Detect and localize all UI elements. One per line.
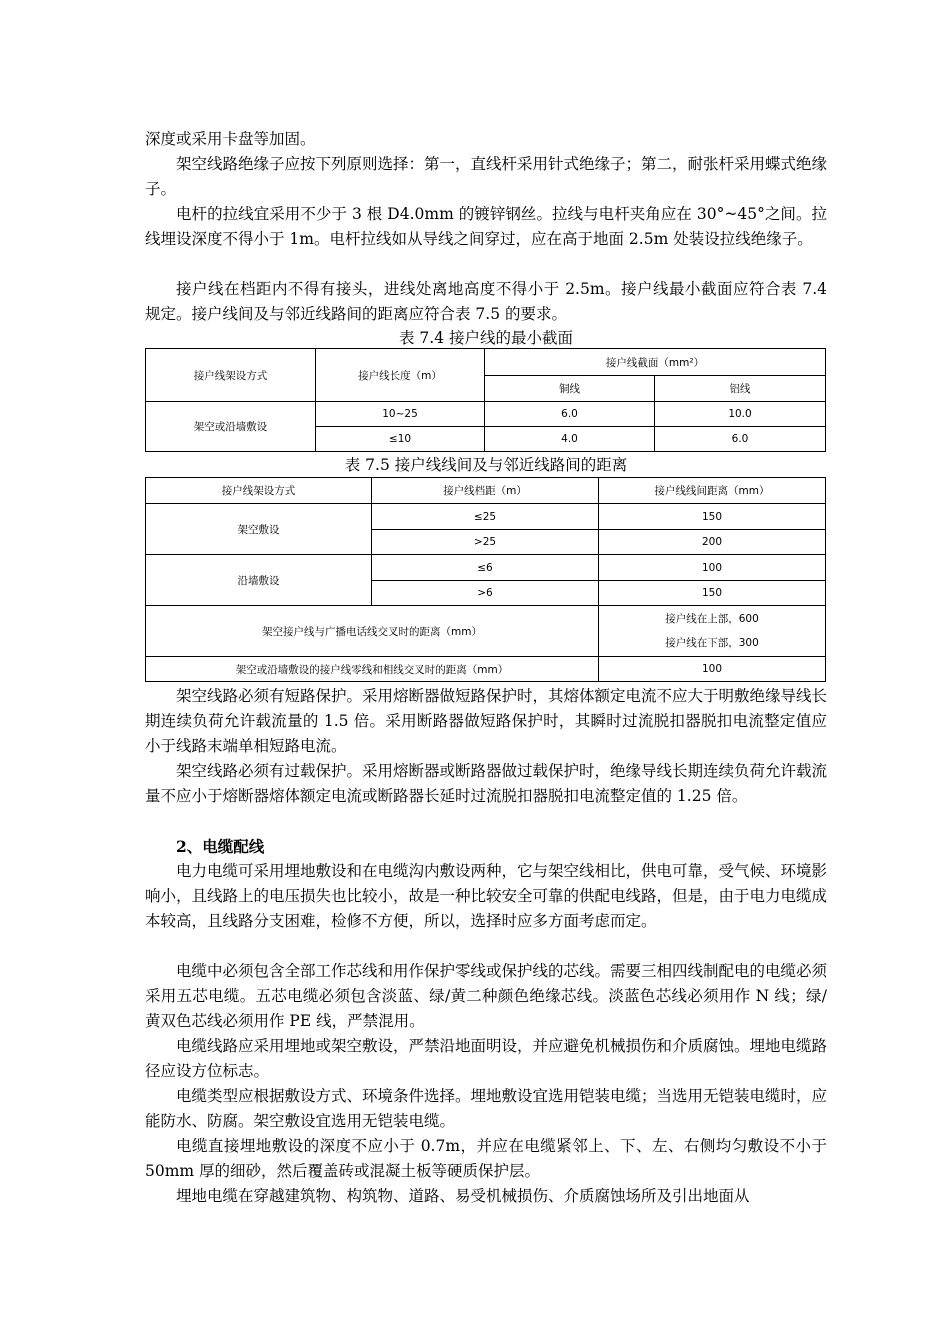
section-heading-cable: 2、电缆配线: [176, 837, 265, 856]
cell-length: ≤10: [316, 427, 485, 452]
neutral-value: 100: [599, 657, 826, 682]
table-7-4-caption: 表 7.4 接户线的最小截面: [398, 329, 573, 347]
header-copper: 铜线: [485, 376, 655, 402]
header-method: 接户线架设方式: [146, 349, 316, 402]
paragraph-insulators: 架空线路绝缘子应按下列原则选择：第一，直线杆采用针式绝缘子；第二，耐张杆采用蝶式绝缘子。: [145, 155, 828, 198]
cell-distance: 100: [599, 555, 826, 581]
cell-aluminum: 10.0: [655, 402, 826, 427]
cell-distance: 150: [599, 504, 826, 530]
group-wall-method: 沿墙敷设: [146, 555, 372, 606]
header-section: 接户线截面（mm²）: [485, 349, 826, 376]
paragraph-short-circuit: 架空线路必须有短路保护。采用熔断器做短路保护时，其熔体额定电流不应大于明敷绝缘导线长期连续负荷允许载流量的 1.5 倍。采用断路器做短路保护时，其瞬时过流脱扣器脱扣电流整定值应小于线路末端单相短路电流。: [145, 687, 828, 755]
group-overhead-method: 架空敷设: [146, 504, 372, 555]
header-method: 接户线架设方式: [146, 478, 372, 504]
cell-span: ≤25: [372, 504, 599, 530]
cell-copper: 4.0: [485, 427, 655, 452]
paragraph-cable-type: 电缆类型应根据敷设方式、环境条件选择。埋地敷设宜选用铠装电缆；当选用无铠装电缆时，应能防水、防腐。架空敷设宜选用无铠装电缆。: [145, 1087, 828, 1130]
row-method: 架空或沿墙敷设: [146, 402, 316, 452]
paragraph-service-line: 接户线在档距内不得有接头，进线处离地高度不得小于 2.5m。接户线最小截面应符合表 7.4 规定。接户线间及与邻近线路间的距离应符合表 7.5 的要求。: [145, 280, 827, 323]
cell-length: 10~25: [316, 402, 485, 427]
cell-distance: 200: [599, 530, 826, 555]
table-7-5: [145, 477, 826, 682]
paragraph-burial-depth: 电缆直接埋地敷设的深度不应小于 0.7m，并应在电缆紧邻上、下、左、右侧均匀敷设不小于 50mm 厚的细砂，然后覆盖砖或混凝土板等硬质保护层。: [145, 1137, 827, 1180]
table-7-4: [145, 348, 826, 452]
cell-distance: 150: [599, 581, 826, 606]
paragraph-depth-reinforce: 深度或采用卡盘等加固。: [145, 130, 316, 148]
cell-span: >25: [372, 530, 599, 555]
cell-aluminum: 6.0: [655, 427, 826, 452]
table-7-5-caption: 表 7.5 接户线线间及与邻近线路间的距离: [344, 456, 628, 474]
broadcast-value-lower: 接户线在下部，300: [665, 637, 759, 649]
header-distance: 接户线线间距离（mm）: [599, 478, 826, 504]
header-length: 接户线长度（m）: [316, 349, 485, 402]
cell-span: ≤6: [372, 555, 599, 581]
header-span: 接户线档距（m）: [372, 478, 599, 504]
paragraph-burial: 电缆线路应采用埋地或架空敷设，严禁沿地面明设，并应避免机械损伤和介质腐蚀。埋地电缆路径应设方位标志。: [145, 1037, 828, 1080]
broadcast-value: [599, 606, 826, 657]
cell-span: >6: [372, 581, 599, 606]
paragraph-crossing: 埋地电缆在穿越建筑物、构筑物、道路、易受机械损伤、介质腐蚀场所及引出地面从: [176, 1187, 750, 1205]
paragraph-guy-wire: 电杆的拉线宜采用不少于 3 根 D4.0mm 的镀锌钢丝。拉线与电杆夹角应在 30°~45°之间。拉线埋设深度不得小于 1m。电杆拉线如从导线之间穿过，应在高于地面 2.5m 处装设拉线绝缘子。: [145, 205, 827, 248]
broadcast-value-upper: 接户线在上部，600: [665, 613, 759, 625]
header-aluminum: 铝线: [655, 376, 826, 402]
cell-copper: 6.0: [485, 402, 655, 427]
paragraph-overload: 架空线路必须有过载保护。采用熔断器或断路器做过载保护时，绝缘导线长期连续负荷允许载流量不应小于熔断器熔体额定电流或断路器长延时过流脱扣器脱扣电流整定值的 1.25 倍。: [145, 762, 828, 805]
broadcast-label: 架空接户线与广播电话线交叉时的距离（mm）: [146, 606, 599, 657]
neutral-label: 架空或沿墙敷设的接户线零线和相线交叉时的距离（mm）: [146, 657, 599, 682]
paragraph-five-core: 电缆中必须包含全部工作芯线和用作保护零线或保护线的芯线。需要三相四线制配电的电缆必须采用五芯电缆。五芯电缆必须包含淡蓝、绿/黄二种颜色绝缘芯线。淡蓝色芯线必须用作 N 线；绿/黄双色芯线必须用作 PE 线，严禁混用。: [145, 962, 828, 1030]
paragraph-cable-intro: 电力电缆可采用埋地敷设和在电缆沟内敷设两种，它与架空线相比，供电可靠，受气候、环境影响小，且线路上的电压损失也比较小，故是一种比较安全可靠的供配电线路，但是，由于电力电缆成本较高，且线路分支困难，检修不方便，所以，选择时应多方面考虑而定。: [145, 862, 828, 930]
